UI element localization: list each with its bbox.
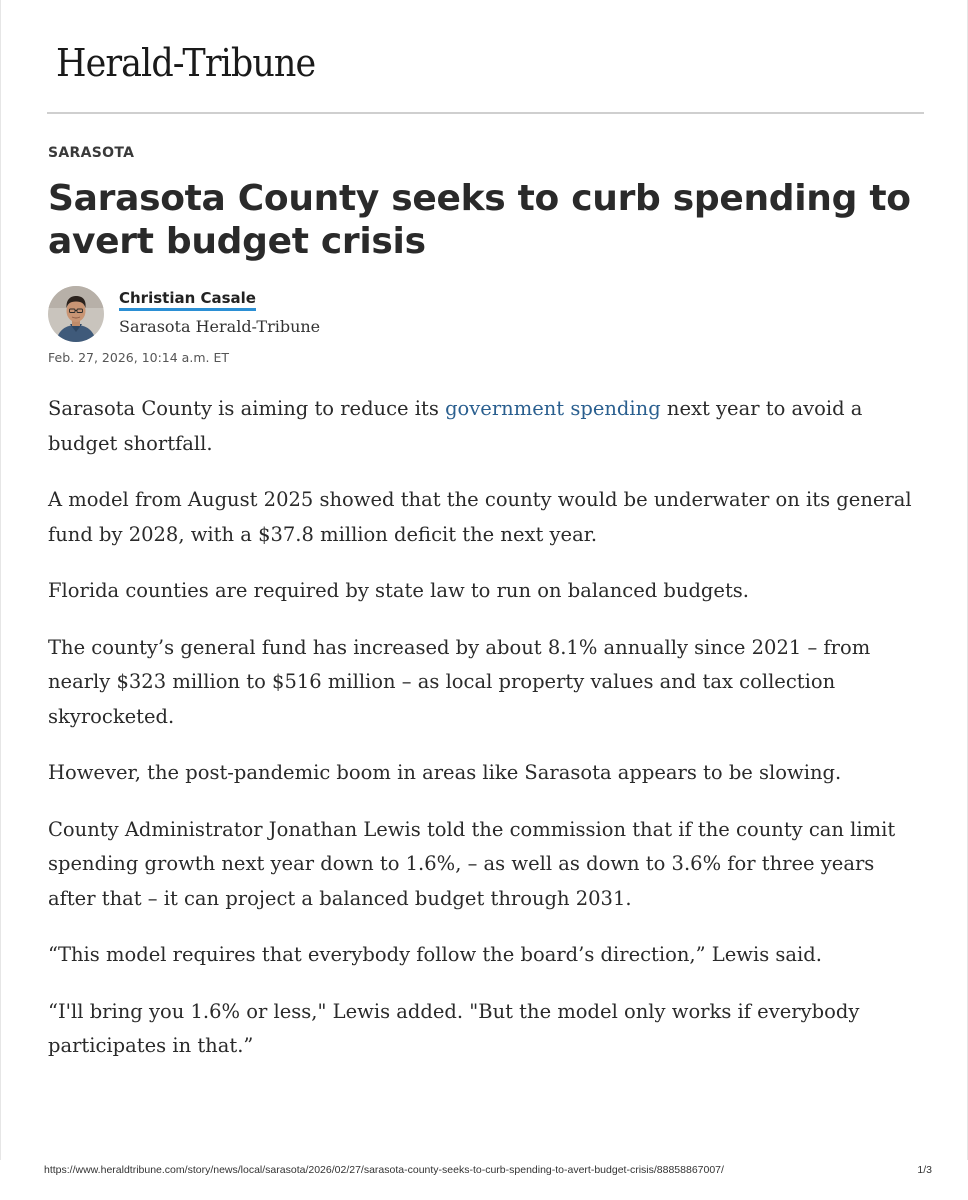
paragraph-6: County Administrator Jonathan Lewis told the commission that if the county can limit spending growth next year down to 1.6%, – as well as down to 3.6% for three years after that – it can project a balanced budget through 2031. (48, 817, 896, 910)
government-spending-link[interactable]: government spending (445, 397, 661, 420)
paragraph-4: The county’s general fund has increased by about 8.1% annually since 2021 – from nearly $323 million to $516 million – as local property values and tax collection skyrocketed. (48, 635, 871, 728)
footer-url: https://www.heraldtribune.com/story/news/local/sarasota/2026/02/27/sarasota-county-seeks-to-curb-spending-to-avert-budget-crisis/88858867007/ (44, 1164, 724, 1176)
article-body (48, 392, 918, 1086)
paragraph-1 (48, 392, 918, 461)
paragraph-7: “This model requires that everybody follow the board’s direction,” Lewis said. (48, 943, 822, 966)
masthead-divider (47, 112, 924, 114)
paragraph-5: However, the post-pandemic boom in areas like Sarasota appears to be slowing. (48, 761, 842, 784)
author-avatar[interactable] (48, 286, 104, 342)
paragraph-3: Florida counties are required by state law to run on balanced budgets. (48, 579, 750, 602)
paragraph-2: A model from August 2025 showed that the county would be underwater on its general fund by 2028, with a $37.8 million deficit the next year. (48, 488, 912, 546)
paragraph-1-text-after: next year to avoid a budget shortfall. (48, 397, 863, 455)
masthead-logo[interactable]: Herald-Tribune (56, 41, 316, 85)
paragraph-1-text-before: Sarasota County is aiming to reduce its (48, 397, 446, 420)
byline (48, 286, 320, 342)
section-label[interactable]: SARASOTA (48, 145, 135, 161)
footer-page-indicator: 1/3 (917, 1164, 932, 1176)
publish-date: Feb. 27, 2026, 10:14 a.m. ET (48, 350, 229, 365)
paragraph-8: “I'll bring you 1.6% or less," Lewis added. "But the model only works if everybody participates in that.” (48, 999, 860, 1057)
article-headline: Sarasota County seeks to curb spending to avert budget crisis (48, 178, 911, 262)
author-organization: Sarasota Herald-Tribune (119, 316, 321, 336)
byline-text (119, 289, 320, 336)
author-name-link[interactable]: Christian Casale (119, 289, 256, 311)
